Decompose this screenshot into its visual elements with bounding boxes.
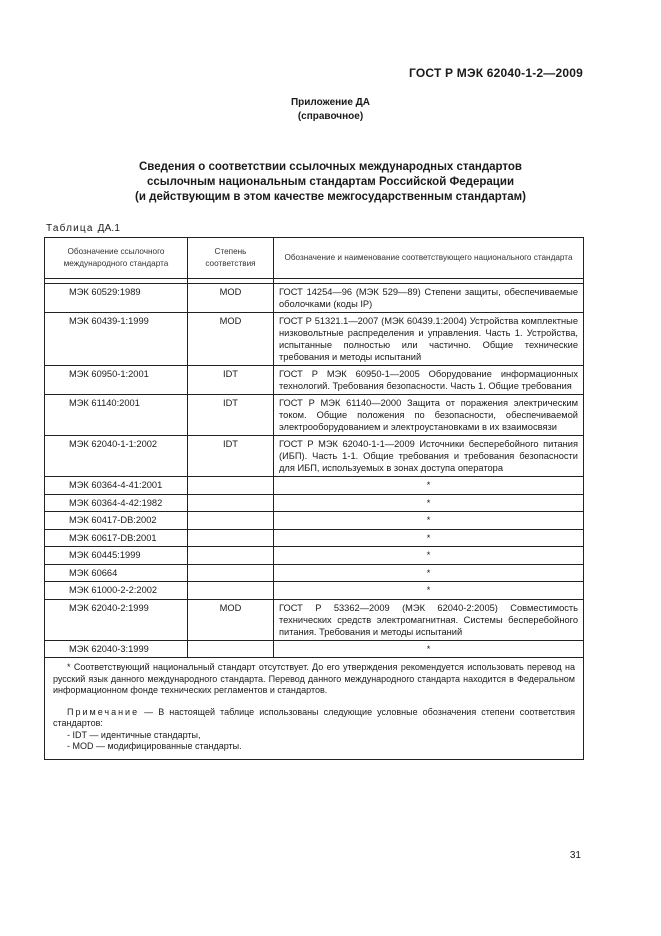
- reference-standard-cell: МЭК 60617-DB:2001: [45, 529, 188, 547]
- header-national-standard: Обозначение и наименование соответствующего национального стандарта: [274, 238, 584, 279]
- degree-cell: [188, 640, 274, 658]
- table-row: [45, 582, 584, 600]
- header-reference-standard: Обозначение ссылочного международного стандарта: [45, 238, 188, 279]
- title-line-3: (и действующим в этом качестве межгосударственным стандартам): [135, 191, 526, 203]
- degree-cell: [188, 564, 274, 582]
- degree-cell: IDT: [188, 366, 274, 395]
- reference-standard-cell: МЭК 62040-1-1:2002: [45, 436, 188, 477]
- national-standard-cell: ГОСТ Р МЭК 60950-1—2005 Оборудование информационных технологий. Требования безопасности. Часть 1. Общие требования: [274, 366, 584, 395]
- table-row: [45, 512, 584, 530]
- table-label-number: ДА.1: [97, 223, 121, 234]
- table-row: [45, 395, 584, 436]
- reference-standard-cell: МЭК 60417-DB:2002: [45, 512, 188, 530]
- header-degree: Степень соответствия: [188, 238, 274, 279]
- national-standard-cell: ГОСТ 14254—96 (МЭК 529—89) Степени защиты, обеспечиваемые оболочками (коды IP): [274, 284, 584, 313]
- national-standard-cell: *: [274, 547, 584, 565]
- degree-cell: MOD: [188, 599, 274, 640]
- table-notes-row: [45, 658, 584, 760]
- table-row: [45, 313, 584, 366]
- reference-standard-cell: МЭК 61140:2001: [45, 395, 188, 436]
- national-standard-cell: ГОСТ Р 51321.1—2007 (МЭК 60439.1:2004) Устройства комплектные низковольтные распределения и управления. Часть 1. Устройства, испытанные полностью или частично. Общие технические требования и методы испытаний: [274, 313, 584, 366]
- note-text: — В настоящей таблице использованы следующие условные обозначения степени соответствия стандартов:: [53, 706, 575, 728]
- table-label: [46, 223, 120, 234]
- national-standard-cell: *: [274, 582, 584, 600]
- national-standard-cell: ГОСТ Р МЭК 62040-1-1—2009 Источники бесперебойного питания (ИБП). Часть 1-1. Общие требования и требования безопасности для ИБП, используемых в зонах доступа оператора: [274, 436, 584, 477]
- note: [53, 707, 575, 730]
- national-standard-cell: ГОСТ Р МЭК 61140—2000 Защита от поражения электрическим током. Общие положения по безопасности, обеспечиваемой электрооборудованием и электроустановками в их взаимосвязи: [274, 395, 584, 436]
- appendix-heading: [0, 96, 661, 124]
- reference-standard-cell: МЭК 60445:1999: [45, 547, 188, 565]
- national-standard-cell: *: [274, 494, 584, 512]
- national-standard-cell: *: [274, 477, 584, 495]
- degree-cell: [188, 477, 274, 495]
- table-notes: [45, 658, 584, 760]
- table-row: [45, 599, 584, 640]
- footnote: * Соответствующий национальный стандарт отсутствует. До его утверждения рекомендуется использовать перевод на русский язык данного международного стандарта. Перевод данного международного стандарта находится в Федеральном информационном фонде технических регламентов и стандартов.: [53, 662, 575, 695]
- degree-cell: [188, 529, 274, 547]
- reference-standard-cell: МЭК 60364-4-42:1982: [45, 494, 188, 512]
- note-item-mod: - MOD — модифицированные стандарты.: [67, 741, 242, 751]
- table-row: [45, 284, 584, 313]
- table-row: [45, 477, 584, 495]
- national-standard-cell: *: [274, 529, 584, 547]
- reference-standard-cell: МЭК 60364-4-41:2001: [45, 477, 188, 495]
- national-standard-cell: ГОСТ Р 53362—2009 (МЭК 62040-2:2005) Совместимость технических средств электромагнитная. Системы бесперебойного питания. Требования и методы испытаний: [274, 599, 584, 640]
- degree-cell: MOD: [188, 284, 274, 313]
- note-label: Примечание: [67, 706, 140, 717]
- reference-standard-cell: МЭК 61000-2-2:2002: [45, 582, 188, 600]
- document-code-header: ГОСТ Р МЭК 62040-1-2—2009: [409, 66, 583, 80]
- degree-cell: [188, 494, 274, 512]
- appendix-subtitle: (справочное): [297, 111, 364, 122]
- reference-standard-cell: МЭК 60950-1:2001: [45, 366, 188, 395]
- table-row: [45, 564, 584, 582]
- national-standard-cell: *: [274, 640, 584, 658]
- national-standard-cell: *: [274, 512, 584, 530]
- national-standard-cell: *: [274, 564, 584, 582]
- degree-cell: IDT: [188, 436, 274, 477]
- reference-standard-cell: МЭК 62040-2:1999: [45, 599, 188, 640]
- table-header-row: [45, 238, 584, 279]
- title-line-1: Сведения о соответствии ссылочных международных стандартов: [138, 161, 522, 173]
- table-row: [45, 366, 584, 395]
- degree-cell: MOD: [188, 313, 274, 366]
- table-label-word: Таблица: [46, 223, 94, 234]
- standards-table: [44, 237, 584, 760]
- degree-cell: [188, 512, 274, 530]
- reference-standard-cell: МЭК 60664: [45, 564, 188, 582]
- table-row: [45, 640, 584, 658]
- reference-standard-cell: МЭК 60439-1:1999: [45, 313, 188, 366]
- page-number: 31: [569, 850, 581, 861]
- table-row: [45, 494, 584, 512]
- degree-cell: [188, 582, 274, 600]
- table-row: [45, 547, 584, 565]
- table-row: [45, 436, 584, 477]
- degree-cell: [188, 547, 274, 565]
- note-item-idt: - IDT — идентичные стандарты,: [67, 729, 201, 740]
- title-line-2: ссылочным национальным стандартам Российской Федерации: [146, 176, 515, 188]
- reference-standard-cell: МЭК 62040-3:1999: [45, 640, 188, 658]
- table-row: [45, 529, 584, 547]
- section-title: [0, 160, 661, 205]
- appendix-title: Приложение ДА: [290, 97, 371, 108]
- degree-cell: IDT: [188, 395, 274, 436]
- reference-standard-cell: МЭК 60529:1989: [45, 284, 188, 313]
